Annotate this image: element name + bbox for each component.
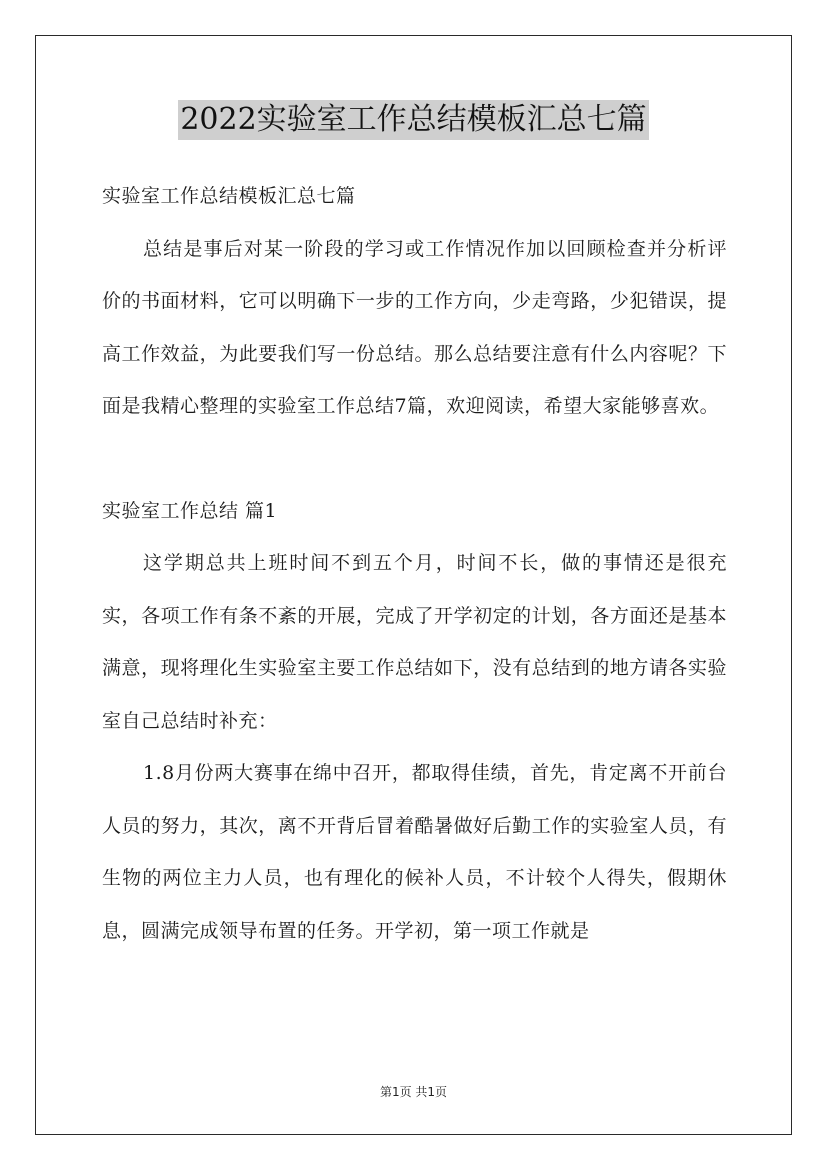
document-subtitle: 实验室工作总结模板汇总七篇 [102,185,356,207]
section-paragraph-1: 这学期总共上班时间不到五个月，时间不长，做的事情还是很充实，各项工作有条不紊的开展，完成了开学初定的计划，各方面还是基本满意，现将理化生实验室主要工作总结如下，没有总结到的地方请各实验室自己总结时补充： [102,552,727,732]
section-heading: 实验室工作总结 篇1 [102,499,278,522]
intro-paragraph: 总结是事后对某一阶段的学习或工作情况作加以回顾检查并分析评价的书面材料，它可以明确下一步的工作方向，少走弯路，少犯错误，提高工作效益，为此要我们写一份总结。那么总结要注意有什么内容呢？下面是我精心整理的实验室工作总结7篇，欢迎阅读，希望大家能够喜欢。 [102,237,727,417]
paragraph-spacer [102,433,727,485]
page-number-footer: 第1页 共1页 [379,1085,448,1099]
document-body [102,170,727,957]
section-paragraph-2: 1.8月份两大赛事在绵中召开，都取得佳绩，首先，肯定离不开前台人员的努力，其次，离不开背后冒着酷暑做好后勤工作的实验室人员，有生物的两位主力人员，也有理化的候补人员，不计较个人得失，假期休息，圆满完成领导布置的任务。开学初，第一项工作就是 [102,762,727,942]
document-title-container [0,100,827,140]
document-title: 2022实验室工作总结模板汇总七篇 [178,100,648,140]
